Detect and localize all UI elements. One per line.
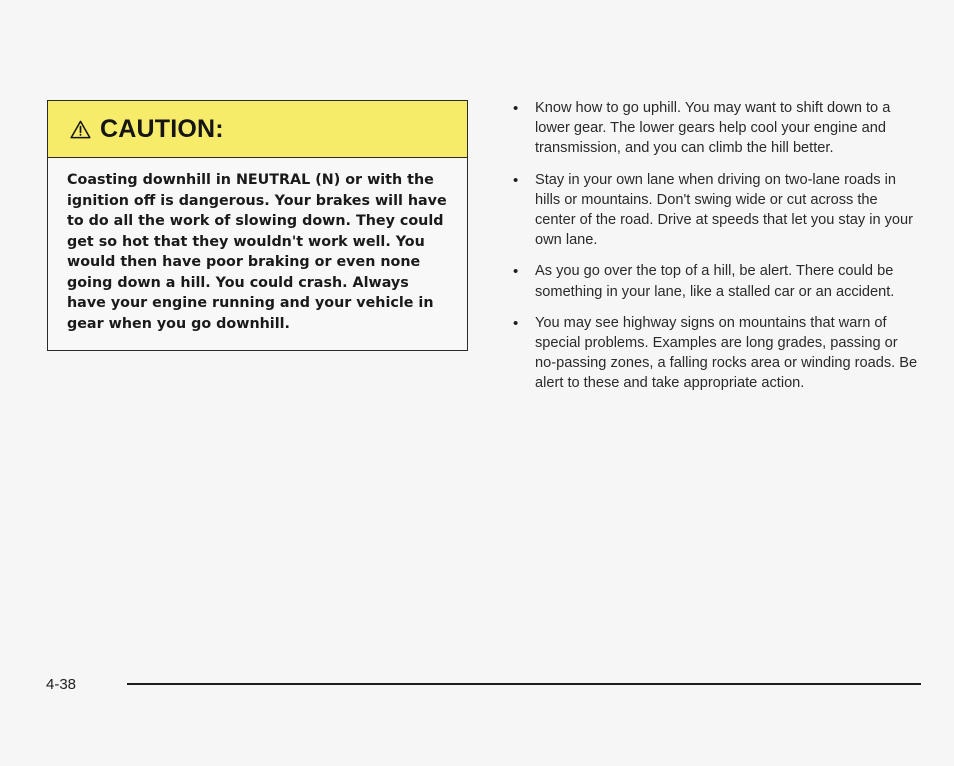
list-item bbox=[510, 313, 922, 394]
bullet-dot: • bbox=[513, 100, 519, 117]
list-item-text: Know how to go uphill. You may want to shift down to a lower gear. The lower gears help cool your engine and transmission, and you can climb the hill better. bbox=[535, 100, 891, 157]
warning-triangle-icon bbox=[70, 120, 91, 139]
bullet-dot: • bbox=[513, 314, 519, 332]
list-item-text: You may see highway signs on mountains that warn of special problems. Examples are long grades, passing or no-passing zones, a falling rocks area or winding roads. Be alert to these and take appropriate action. bbox=[535, 314, 918, 392]
list-item bbox=[510, 98, 922, 159]
list-item bbox=[510, 261, 922, 301]
list-item-text: Stay in your own lane when driving on two-lane roads in hills or mountains. Don't swing wide or cut across the center of the road. Drive at speeds that let you stay in your own lane. bbox=[535, 171, 914, 249]
caution-text: Coasting downhill in NEUTRAL (N) or with the ignition off is dangerous. Your brakes will have to do all the work of slowing down. They could get so hot that they wouldn't work well. You would then have poor braking or even none going down a hill. You could crash. Always have your engine running and your vehicle in gear when you go downhill. bbox=[67, 172, 447, 332]
caution-box bbox=[47, 100, 468, 351]
caution-title: CAUTION: bbox=[100, 114, 224, 143]
list-item bbox=[510, 170, 922, 251]
footer-divider bbox=[127, 683, 921, 685]
list-item-text: As you go over the top of a hill, be alert. There could be something in your lane, like a stalled car or an accident. bbox=[535, 263, 895, 300]
page-number: 4-38 bbox=[46, 676, 77, 693]
bullet-dot: • bbox=[513, 263, 519, 281]
bullet-dot: • bbox=[513, 171, 519, 189]
bullet-list bbox=[510, 98, 922, 405]
caution-header bbox=[48, 101, 467, 158]
